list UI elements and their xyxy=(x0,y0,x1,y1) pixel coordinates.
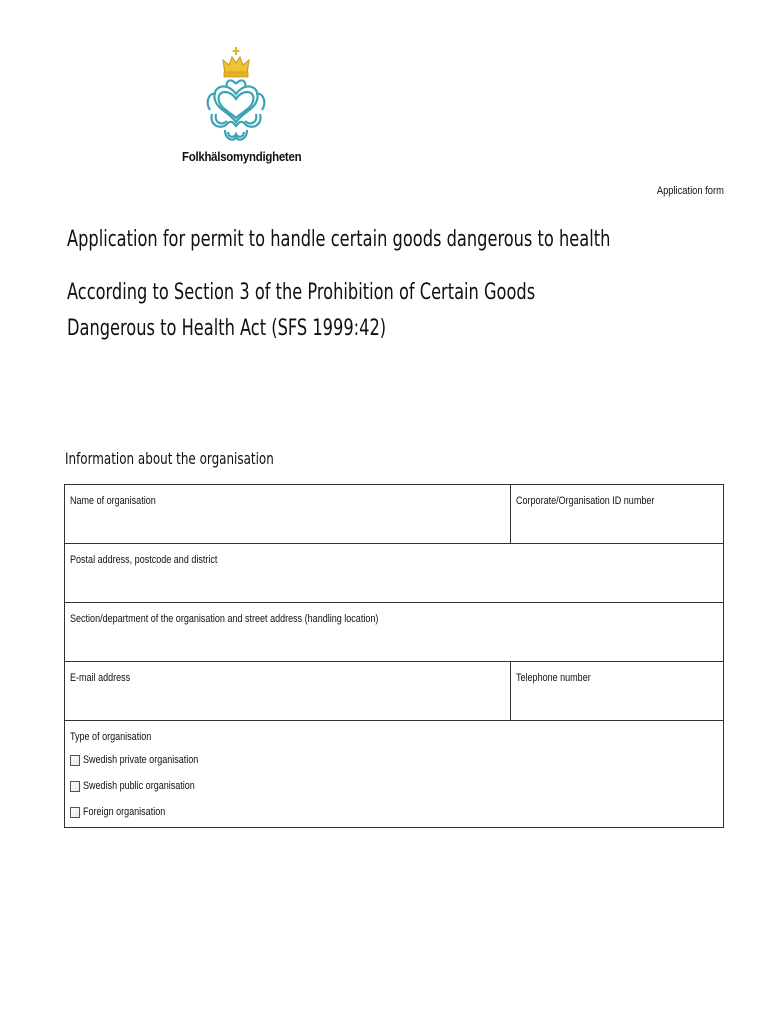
corporate-id-field[interactable] xyxy=(510,485,723,543)
email-label: E-mail address xyxy=(70,672,131,684)
option-label: Swedish public organisation xyxy=(83,780,195,792)
page-title xyxy=(67,225,625,255)
checkbox-foreign[interactable] xyxy=(70,807,80,818)
option-swedish-private[interactable] xyxy=(70,754,224,766)
option-foreign[interactable] xyxy=(70,806,183,818)
corporate-id-label: Corporate/Organisation ID number xyxy=(516,495,655,507)
telephone-label: Telephone number xyxy=(516,672,591,684)
organisation-type-label: Type of organisation xyxy=(70,731,152,743)
organisation-name-label: Name of organisation xyxy=(70,495,156,507)
organisation-name-field[interactable] xyxy=(65,485,510,543)
form-type-label: Application form xyxy=(656,185,724,197)
brand-name: Folkhälsomyndigheten xyxy=(182,149,302,164)
postal-address-field[interactable] xyxy=(65,544,723,602)
row-postal-address xyxy=(65,544,723,603)
page-title-text: Application for permit to handle certain goods dangerous to health xyxy=(67,227,611,252)
page-subtitle xyxy=(67,275,625,347)
row-section-department xyxy=(65,603,723,662)
organisation-type-field xyxy=(65,721,723,827)
page-subtitle-text: According to Section 3 of the Prohibition of Certain Goods Dangerous to Health Act (SFS 1999:42) xyxy=(67,280,536,341)
organisation-info-table xyxy=(64,484,724,828)
option-swedish-public[interactable] xyxy=(70,780,219,792)
knot-emblem xyxy=(208,80,264,139)
postal-address-label: Postal address, postcode and district xyxy=(70,554,218,566)
email-field[interactable] xyxy=(65,662,510,720)
row-email-phone xyxy=(65,662,723,721)
row-name-id xyxy=(65,485,723,544)
agency-logo xyxy=(203,46,269,146)
option-label: Swedish private organisation xyxy=(83,754,199,766)
section-department-label: Section/department of the organisation and street address (handling location) xyxy=(70,613,379,625)
row-organisation-type xyxy=(65,721,723,827)
option-label: Foreign organisation xyxy=(83,806,166,818)
section-heading: Information about the organisation xyxy=(65,449,274,468)
crown-icon xyxy=(223,47,249,77)
telephone-field[interactable] xyxy=(510,662,723,720)
checkbox-swedish-private[interactable] xyxy=(70,755,80,766)
checkbox-swedish-public[interactable] xyxy=(70,781,80,792)
section-department-field[interactable] xyxy=(65,603,723,661)
